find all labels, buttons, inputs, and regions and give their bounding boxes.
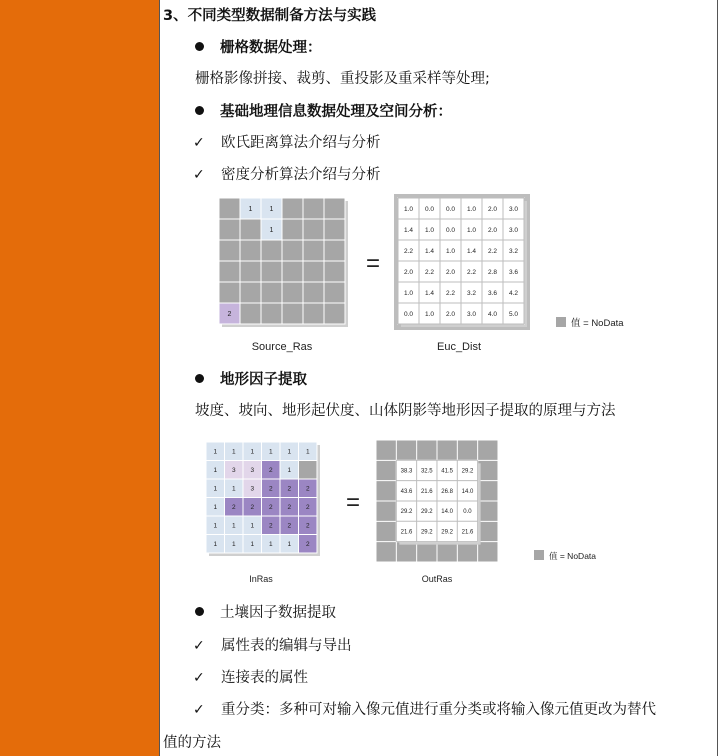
nodata-legend-swatch (556, 317, 566, 327)
source-raster-cell (324, 261, 345, 282)
source-raster-cell (303, 240, 324, 261)
nodata-legend-label: 值 = NoData (549, 551, 597, 561)
output-raster-cell-value: 14.0 (461, 488, 474, 495)
source-raster-cell-value: 1 (248, 205, 253, 213)
result-raster-cell-value: 0.0 (403, 310, 414, 318)
input-raster-cell-value: 1 (250, 541, 255, 549)
input-raster-cell-value: 2 (287, 485, 292, 493)
source-raster-cell (282, 303, 303, 324)
source-raster-cell-value: 1 (269, 226, 274, 234)
source-raster-cell (261, 303, 282, 324)
result-raster-cell-value: 2.0 (403, 268, 414, 276)
input-raster-cell-value: 1 (213, 541, 218, 549)
source-raster-cell (282, 240, 303, 261)
input-raster-cell-value: 1 (305, 448, 310, 456)
terrain-factor-figure (201, 432, 651, 596)
result-raster-cell-value: 1.4 (403, 226, 414, 234)
checkmark-icon: ✓ (193, 670, 205, 686)
source-raster-cell (240, 240, 261, 261)
input-raster-cell-value: 1 (213, 522, 218, 530)
output-raster-cell-value: 21.6 (461, 529, 474, 536)
soil-label: 土壤因子数据提取 (220, 605, 336, 621)
euclid-label: 欧氏距离算法介绍与分析 (221, 135, 381, 151)
result-raster-cell-value: 3.0 (508, 205, 519, 213)
input-raster-cell-value: 2 (305, 485, 310, 493)
input-raster-cell-value: 1 (287, 467, 292, 475)
result-raster-cell-value: 1.4 (424, 289, 435, 297)
join-label: 连接表的属性 (221, 670, 308, 686)
input-raster-cell-value: 2 (250, 504, 255, 512)
bullet-icon (195, 42, 204, 51)
source-raster-cell (303, 219, 324, 240)
input-raster-cell-value: 1 (213, 485, 218, 493)
source-raster-cell (303, 282, 324, 303)
output-raster-cell-value: 43.6 (400, 488, 413, 495)
input-raster-cell-value: 1 (213, 448, 218, 456)
input-raster-cell-value: 1 (250, 448, 255, 456)
checkmark-icon: ✓ (193, 135, 205, 151)
result-raster-cell-value: 2.0 (487, 226, 498, 234)
result-raster-cell-value: 2.2 (466, 268, 477, 276)
source-raster-cell (324, 282, 345, 303)
source-raster-cell (282, 219, 303, 240)
bullet-icon (195, 607, 204, 616)
source-raster-cell (324, 240, 345, 261)
result-raster-label: Euc_Dist (436, 341, 482, 353)
euclidean-distance-diagram (201, 190, 651, 360)
input-raster-cell-value: 2 (287, 504, 292, 512)
source-raster-cell (303, 261, 324, 282)
input-raster-cell (299, 461, 318, 480)
nodata-legend-swatch (534, 550, 544, 560)
source-raster-cell (219, 219, 240, 240)
input-raster-cell-value: 2 (231, 504, 236, 512)
density-item (193, 165, 381, 185)
soil-item (195, 603, 336, 623)
result-raster-cell-value: 2.2 (403, 247, 414, 255)
result-raster-cell-value: 2.2 (487, 247, 498, 255)
input-raster-cell-value: 2 (305, 504, 310, 512)
geo-heading-item (195, 102, 452, 122)
input-raster-cell-value: 3 (250, 485, 255, 493)
input-raster-cell-value: 1 (213, 504, 218, 512)
output-raster-cell-value: 0.0 (463, 509, 472, 516)
input-raster-cell-value: 1 (231, 541, 236, 549)
section-title: 3、不同类型数据制备方法与实践 (163, 8, 377, 24)
output-raster-cell-value: 32.5 (420, 468, 433, 475)
result-raster-cell-value: 5.0 (508, 310, 519, 318)
input-raster-cell-value: 1 (268, 541, 273, 549)
source-raster-cell (261, 282, 282, 303)
output-raster-cell-value: 29.2 (441, 529, 453, 536)
content-cell (161, 0, 717, 756)
source-raster-cell (261, 261, 282, 282)
input-raster-cell-value: 1 (287, 448, 292, 456)
result-raster-cell-value: 1.4 (424, 247, 435, 255)
attr-label: 属性表的编辑与导出 (221, 638, 352, 654)
result-raster-cell-value: 0.0 (445, 226, 456, 234)
source-raster-cell (324, 303, 345, 324)
source-raster-cell (324, 219, 345, 240)
input-raster-cell-value: 2 (305, 522, 310, 530)
output-raster-label: OutRas (421, 574, 453, 584)
result-raster-cell-value: 3.2 (466, 289, 477, 297)
source-raster-cell (219, 282, 240, 303)
reclass-item (193, 700, 656, 720)
density-label: 密度分析算法介绍与分析 (221, 167, 381, 183)
input-raster-cell-value: 2 (287, 522, 292, 530)
result-raster-cell-value: 3.0 (508, 226, 519, 234)
output-raster-cell-value: 21.6 (400, 529, 413, 536)
input-raster-cell-value: 3 (250, 467, 255, 475)
terrain-heading: 地形因子提取 (220, 372, 307, 388)
source-raster-cell-value: 1 (269, 205, 274, 213)
result-raster-cell-value: 4.2 (508, 289, 519, 297)
source-raster-cell (219, 198, 240, 219)
checkmark-icon: ✓ (193, 702, 205, 718)
result-raster-cell-value: 1.0 (403, 289, 414, 297)
equals-sign: = (345, 489, 361, 516)
output-raster-cell-value: 38.3 (400, 468, 413, 475)
bullet-icon (195, 106, 204, 115)
input-raster-cell-value: 3 (231, 467, 236, 475)
output-raster-cell-value: 26.8 (441, 488, 453, 495)
result-raster-cell-value: 2.8 (487, 268, 498, 276)
source-raster-cell (240, 219, 261, 240)
euclidean-distance-figure (201, 190, 651, 364)
output-raster-cell-value: 29.2 (420, 529, 433, 536)
terrain-description: 坡度、坡向、地形起伏度、山体阴影等地形因子提取的原理与方法 (195, 403, 616, 419)
attr-item (193, 636, 352, 656)
nodata-legend-label: 值 = NoData (571, 318, 624, 329)
input-raster-cell-value: 1 (287, 541, 292, 549)
result-raster-cell-value: 2.2 (424, 268, 435, 276)
input-raster-cell-value: 2 (268, 467, 273, 475)
output-raster-cell-value: 29.2 (420, 509, 433, 516)
terrain-factor-diagram (201, 432, 651, 592)
raster-heading-item (195, 38, 322, 58)
equals-sign: = (365, 250, 381, 277)
raster-heading: 栅格数据处理： (220, 40, 322, 56)
source-raster-cell (324, 198, 345, 219)
raster-description: 栅格影像拼接、裁剪、重投影及重采样等处理; (195, 71, 490, 87)
output-raster-cell-value: 29.2 (461, 468, 474, 475)
join-item (193, 668, 308, 688)
output-raster-cell-value: 14.0 (441, 509, 453, 516)
source-raster-cell (303, 303, 324, 324)
input-raster-cell-value: 2 (305, 541, 310, 549)
result-raster-cell-value: 1.0 (445, 247, 456, 255)
input-raster-cell-value: 1 (213, 467, 218, 475)
source-raster-cell (240, 261, 261, 282)
input-raster-cell-value: 1 (231, 448, 236, 456)
bullet-icon (195, 374, 204, 383)
result-raster-cell-value: 1.0 (424, 310, 435, 318)
result-raster-cell-value: 2.2 (445, 289, 456, 297)
input-raster-cell-value: 1 (231, 522, 236, 530)
output-raster-cell-value: 41.5 (441, 468, 453, 475)
source-raster-cell (282, 261, 303, 282)
input-raster-cell-value: 1 (231, 485, 236, 493)
source-raster-cell (282, 282, 303, 303)
source-raster-cell (303, 198, 324, 219)
source-raster-cell (282, 198, 303, 219)
result-raster-cell-value: 1.4 (466, 247, 477, 255)
table-divider-line (159, 0, 160, 756)
geo-heading: 基础地理信息数据处理及空间分析： (220, 104, 452, 120)
euclid-item (193, 133, 381, 153)
result-raster-cell-value: 2.0 (445, 268, 456, 276)
result-raster-cell-value: 3.6 (508, 268, 519, 276)
checkmark-icon: ✓ (193, 638, 205, 654)
output-raster-cell-value: 29.2 (400, 509, 413, 516)
input-raster-cell-value: 2 (268, 522, 273, 530)
input-raster-cell-value: 1 (250, 522, 255, 530)
result-raster-cell-value: 2.0 (445, 310, 456, 318)
left-column-shading (0, 0, 159, 756)
input-raster-cell-value: 1 (268, 448, 273, 456)
source-raster-label: Source_Ras (251, 341, 313, 353)
result-raster-cell-value: 2.0 (487, 205, 498, 213)
result-raster-cell-value: 3.2 (508, 247, 519, 255)
terrain-heading-item (195, 370, 307, 390)
result-raster-cell-value: 4.0 (487, 310, 498, 318)
result-raster-cell-value: 0.0 (424, 205, 435, 213)
input-raster-cell-value: 2 (268, 485, 273, 493)
output-raster-cell-value: 21.6 (420, 488, 433, 495)
source-raster-cell (240, 282, 261, 303)
input-raster-cell-value: 2 (268, 504, 273, 512)
input-raster-label: InRas (249, 574, 273, 584)
result-raster-cell-value: 1.0 (403, 205, 414, 213)
result-raster-cell-value: 1.0 (466, 226, 477, 234)
result-raster-cell-value: 1.0 (424, 226, 435, 234)
result-raster-cell-value: 1.0 (466, 205, 477, 213)
result-raster-cell-value: 0.0 (445, 205, 456, 213)
source-raster-cell-value: 2 (227, 310, 232, 318)
result-raster-cell-value: 3.0 (466, 310, 477, 318)
source-raster-cell (219, 240, 240, 261)
reclass-label-line1: 重分类：多种可对输入像元值进行重分类或将输入像元值更改为替代 (221, 702, 656, 718)
reclass-label-line2: 值的方法 (163, 735, 221, 751)
source-raster-cell (261, 240, 282, 261)
table-right-border (717, 0, 718, 756)
source-raster-cell (219, 261, 240, 282)
result-raster-cell-value: 3.6 (487, 289, 498, 297)
checkmark-icon: ✓ (193, 167, 205, 183)
source-raster-cell (240, 303, 261, 324)
